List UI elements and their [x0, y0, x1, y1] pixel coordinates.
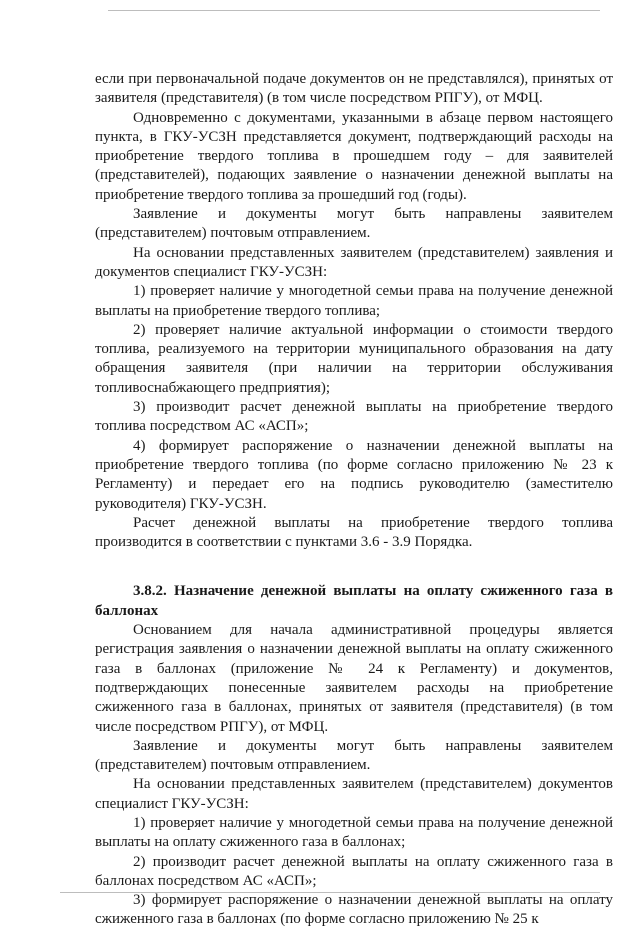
- scan-bottom-edge: [60, 892, 600, 893]
- list-item-check-right: 1) проверяет наличие у многодетной семьи права на получение денежной выплаты на приобретение твердого топлива;: [95, 283, 613, 319]
- paragraph-procedure-basis: Основанием для начала административной процедуры является регистрация заявления о назначении денежной выплаты на оплату сжиженного газа в баллонах (приложение № 24 к Регламенту) и документов, подтверждающих понесенные заявителем расходы на приобретение сжиженного газа в баллонах, принятых от заявителя (представителя) (в том числе посредством РПГУ), от МФЦ.: [95, 622, 613, 735]
- paragraph-specialist-actions-intro: На основании представленных заявителем (представителем) заявления и документов специалист ГКУ-УСЗН:: [95, 244, 613, 280]
- section-heading-gas-cylinders: 3.8.2. Назначение денежной выплаты на оплату сжиженного газа в баллонах: [95, 583, 613, 619]
- paragraph-fuel-expense-document: Одновременно с документами, указанными в абзаце первом настоящего пункта, в ГКУ-УСЗН представляется документ, подтверждающий расходы на приобретение твердого топлива в прошедшем году – для заявителей (представителей), подающих заявление о назначении денежной выплаты на приобретение твердого топлива за прошедший год (годы).: [95, 109, 613, 203]
- list-item-form-order-gas: 3) формирует распоряжение о назначении денежной выплаты на оплату сжиженного газа в баллонах (по форме согласно приложению № 25 к: [95, 892, 613, 928]
- scan-top-edge: [108, 10, 600, 11]
- list-item-check-price-info: 2) проверяет наличие актуальной информации о стоимости твердого топлива, реализуемого на территории муниципального образования на дату обращения заявителя (при наличии на территории обслуживания топливоснабжающего предприятия);: [95, 321, 613, 396]
- paragraph-postal-submission: Заявление и документы могут быть направлены заявителем (представителем) почтовым отправлением.: [95, 206, 613, 242]
- paragraph-calculation-basis: Расчет денежной выплаты на приобретение твердого топлива производится в соответствии с пунктами 3.6 - 3.9 Порядка.: [95, 514, 613, 551]
- list-item-calculate-payment: 3) производит расчет денежной выплаты на приобретение твердого топлива посредством АС «АСП»;: [95, 399, 613, 435]
- list-item-calculate-payment-gas: 2) производит расчет денежной выплаты на оплату сжиженного газа в баллонах посредством АС «АСП»;: [95, 853, 613, 889]
- list-item-check-right-gas: 1) проверяет наличие у многодетной семьи права на получение денежной выплаты на оплату сжиженного газа в баллонах;: [95, 814, 613, 851]
- paragraph-postal-submission-gas: Заявление и документы могут быть направлены заявителем (представителем) почтовым отправлением.: [95, 737, 613, 774]
- list-item-form-order: 4) формирует распоряжение о назначении денежной выплаты на приобретение твердого топлива (по форме согласно приложению № 23 к Регламенту) и передает его на подпись руководителю (заместителю руководителя) ГКУ-УСЗН.: [95, 437, 613, 512]
- document-page: [95, 70, 613, 930]
- paragraph-continuation: если при первоначальной подаче документов он не представлялся), принятых от заявителя (представителя) (в том числе посредством РПГУ), от МФЦ.: [95, 71, 613, 107]
- paragraph-specialist-actions-intro-gas: На основании представленных заявителем (представителем) документов специалист ГКУ-УСЗН:: [95, 776, 613, 812]
